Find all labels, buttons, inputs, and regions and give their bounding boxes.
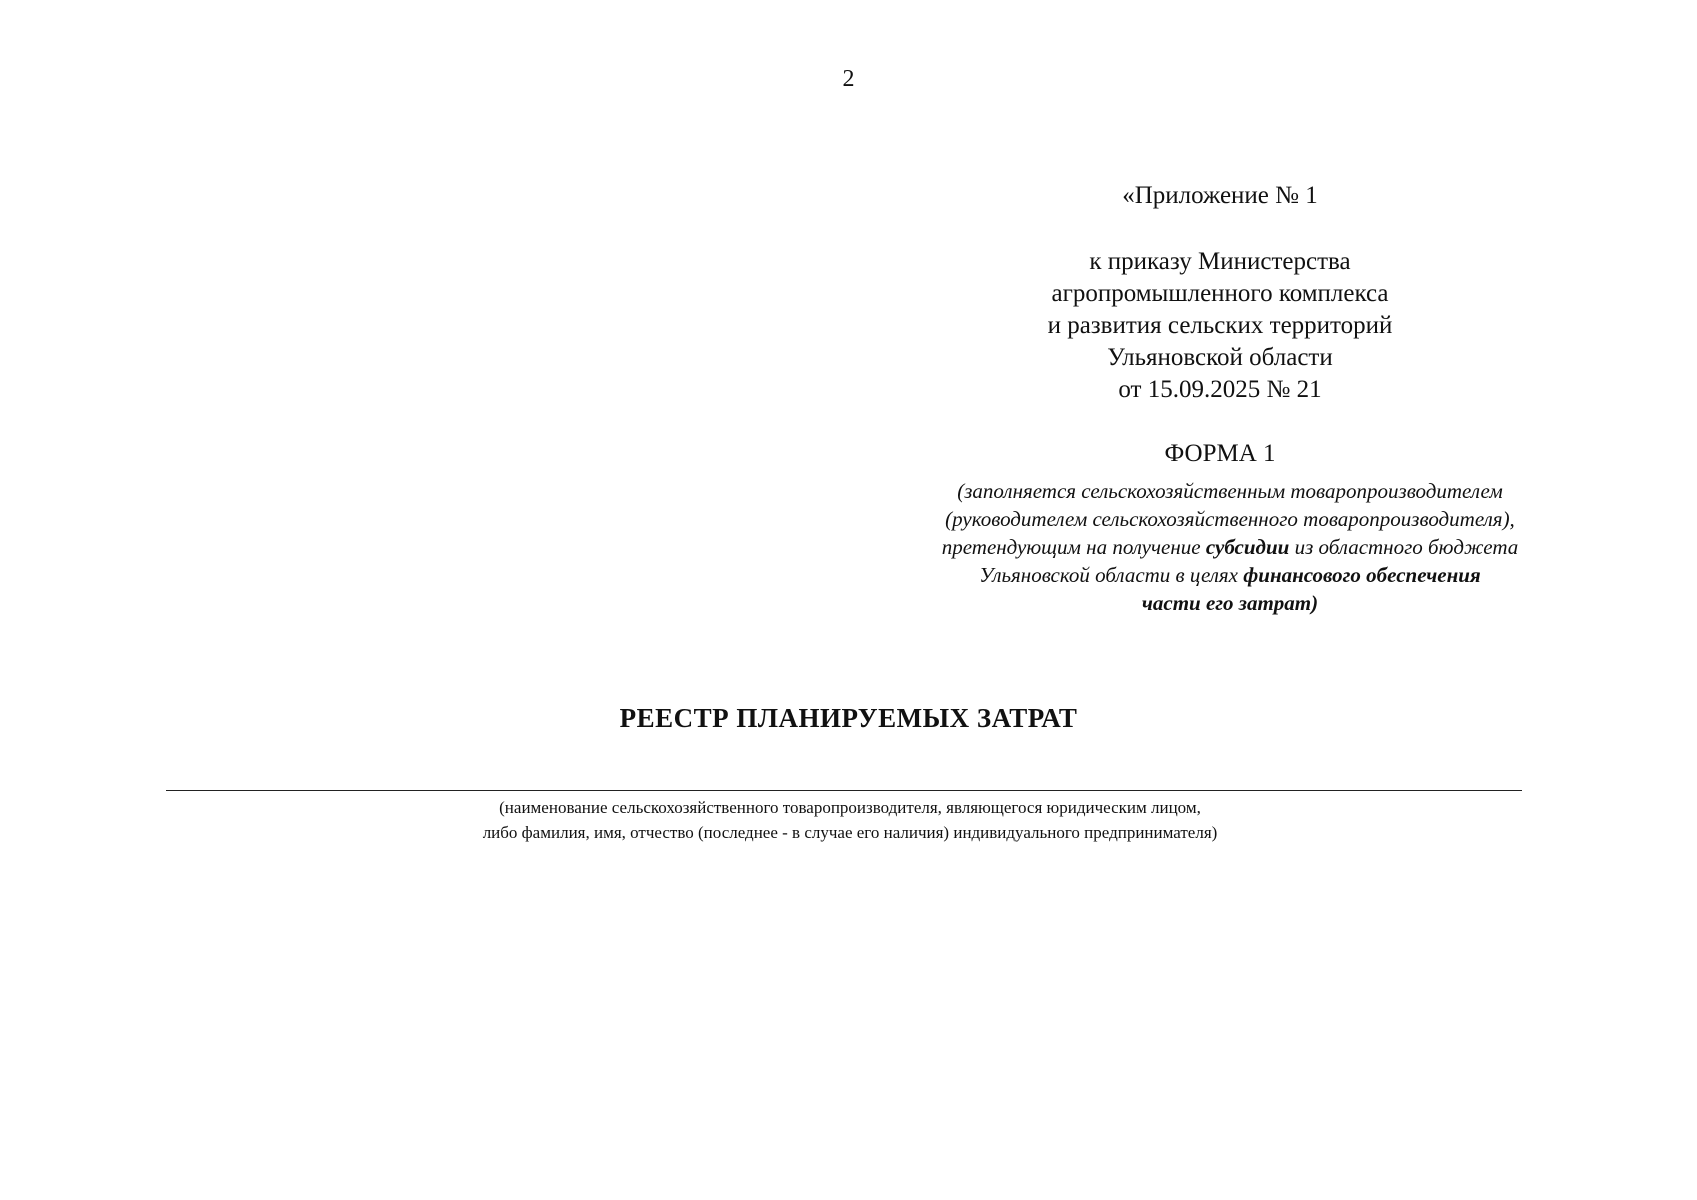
form-note-emphasis: субсидии: [1205, 535, 1290, 559]
annex-line-date: от 15.09.2025 № 21: [1118, 376, 1322, 403]
page-number: [0, 66, 1697, 93]
annex-line-region: Ульяновской области: [1107, 344, 1333, 371]
form-note-text: претендующим на получение: [941, 535, 1206, 559]
form-note-text: Ульяновской области в целях: [979, 563, 1244, 587]
form-title: ФОРМА 1: [1164, 440, 1276, 467]
page-number-text: 2: [842, 66, 855, 92]
caption-line: либо фамилия, имя, отчество (последнее - в случае его наличия) индивидуального предпринимателя): [482, 823, 1218, 842]
register-title: РЕЕСТР ПЛАНИРУЕМЫХ ЗАТРАТ: [619, 703, 1078, 733]
annex-title: «Приложение № 1: [1122, 182, 1318, 209]
annex-details: [1000, 246, 1440, 406]
form-note-emphasis: части его затрат): [1141, 591, 1319, 615]
form-note-line: (заполняется сельскохозяйственным товаропроизводителем: [957, 479, 1503, 503]
form-note-line: [880, 561, 1580, 589]
applicant-name-field-line: [166, 790, 1522, 791]
annex-line-ministry: агропромышленного комплекса: [1051, 280, 1389, 307]
form-note-line: [880, 533, 1580, 561]
applicant-name-caption: [300, 795, 1400, 845]
caption-line: (наименование сельскохозяйственного товаропроизводителя, являющегося юридическим лицом,: [499, 798, 1201, 817]
annex-line-order: к приказу Министерства: [1089, 248, 1351, 275]
form-note-text: из областного бюджета: [1289, 535, 1519, 559]
form-note-emphasis: финансового обеспечения: [1243, 563, 1481, 587]
annex-line-development: и развития сельских территорий: [1047, 312, 1393, 339]
form-note: [880, 477, 1580, 617]
form-note-line: [880, 589, 1580, 617]
form-note-line: (руководителем сельскохозяйственного товаропроизводителя),: [945, 507, 1515, 531]
